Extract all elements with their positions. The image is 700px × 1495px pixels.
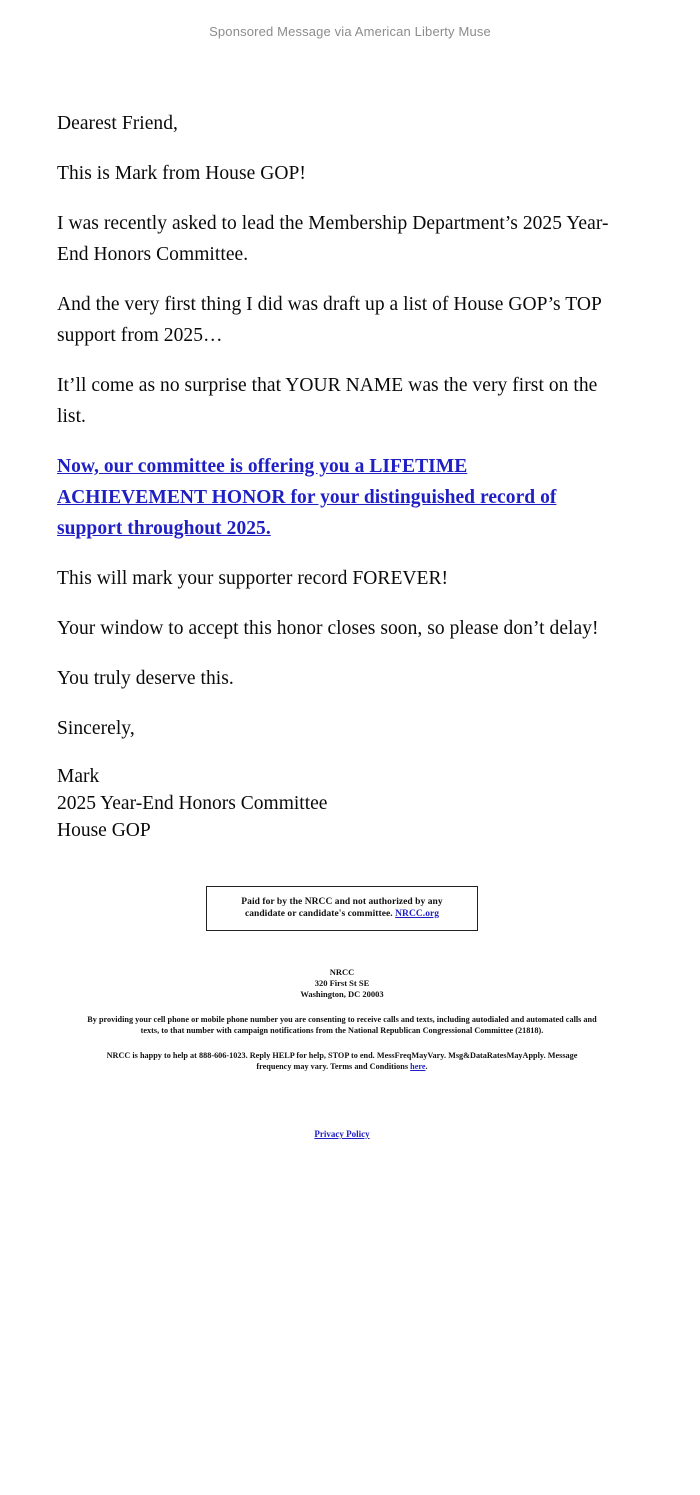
sms-help-text [102, 1050, 582, 1072]
sms-consent-text: By providing your cell phone or mobile phone number you are consenting to receive calls and texts, including autodialed and automated calls and texts, to that number with campaign notifications from the National Republican Congressional Committee (21818). [87, 1015, 597, 1035]
intro-paragraph: This is Mark from House GOP! [57, 163, 306, 184]
disclaimer-container [57, 886, 627, 931]
letter-body [57, 40, 627, 1442]
deadline-paragraph: Your window to accept this honor closes soon, so please don’t delay! [57, 618, 599, 639]
address-street: 320 First St SE [314, 978, 370, 988]
lifetime-achievement-honor-link[interactable]: Now, our committee is offering you a LIFETIME ACHIEVEMENT HONOR for your distinguished record of support throughout 2025. [57, 456, 557, 539]
salutation-paragraph: Dearest Friend, [57, 113, 178, 134]
address-org-name: NRCC [329, 967, 355, 977]
sms-help-text-period: . [425, 1062, 428, 1071]
sms-help-text-body: NRCC is happy to help at 888-606-1023. Reply HELP for help, STOP to end. MessFreqMayVary. Msg&DataRatesMayApply. Message frequency may vary. Terms and Conditions [106, 1051, 578, 1071]
deserve-paragraph: You truly deserve this. [57, 668, 234, 689]
signature-name: Mark [57, 766, 100, 787]
sponsored-notice-text: Sponsored Message via American Liberty Muse [209, 24, 491, 39]
signature-block [57, 763, 627, 844]
committee-role-paragraph: I was recently asked to lead the Membership Department’s 2025 Year-End Honors Committee. [57, 213, 609, 265]
organization-address [57, 967, 627, 1000]
nrcc-org-link[interactable]: NRCC.org [395, 909, 440, 919]
disclaimer-line-2 [215, 908, 469, 920]
privacy-policy-container [57, 1124, 627, 1142]
forever-record-paragraph: This will mark your supporter record FOREVER! [57, 568, 449, 589]
terms-and-conditions-link[interactable]: here [410, 1062, 426, 1071]
top-support-paragraph: And the very first thing I did was draft up a list of House GOP’s TOP support from 2025… [57, 294, 602, 346]
signature-organization: House GOP [57, 820, 151, 841]
footer-spacer [57, 1142, 627, 1442]
paid-for-disclaimer-box [206, 886, 478, 931]
email-footer [57, 967, 627, 1442]
disclaimer-line-2-text: candidate or candidate's committee. [244, 909, 396, 919]
address-city-state-zip: Washington, DC 20003 [300, 989, 384, 999]
closing-paragraph: Sincerely, [57, 718, 135, 739]
sponsored-header [0, 0, 700, 40]
signature-committee: 2025 Year-End Honors Committee [57, 793, 328, 814]
disclaimer-line-1: Paid for by the NRCC and not authorized by any [241, 897, 443, 907]
your-name-paragraph: It’ll come as no surprise that YOUR NAME was the very first on the list. [57, 375, 598, 427]
privacy-policy-link[interactable]: Privacy Policy [314, 1129, 370, 1139]
